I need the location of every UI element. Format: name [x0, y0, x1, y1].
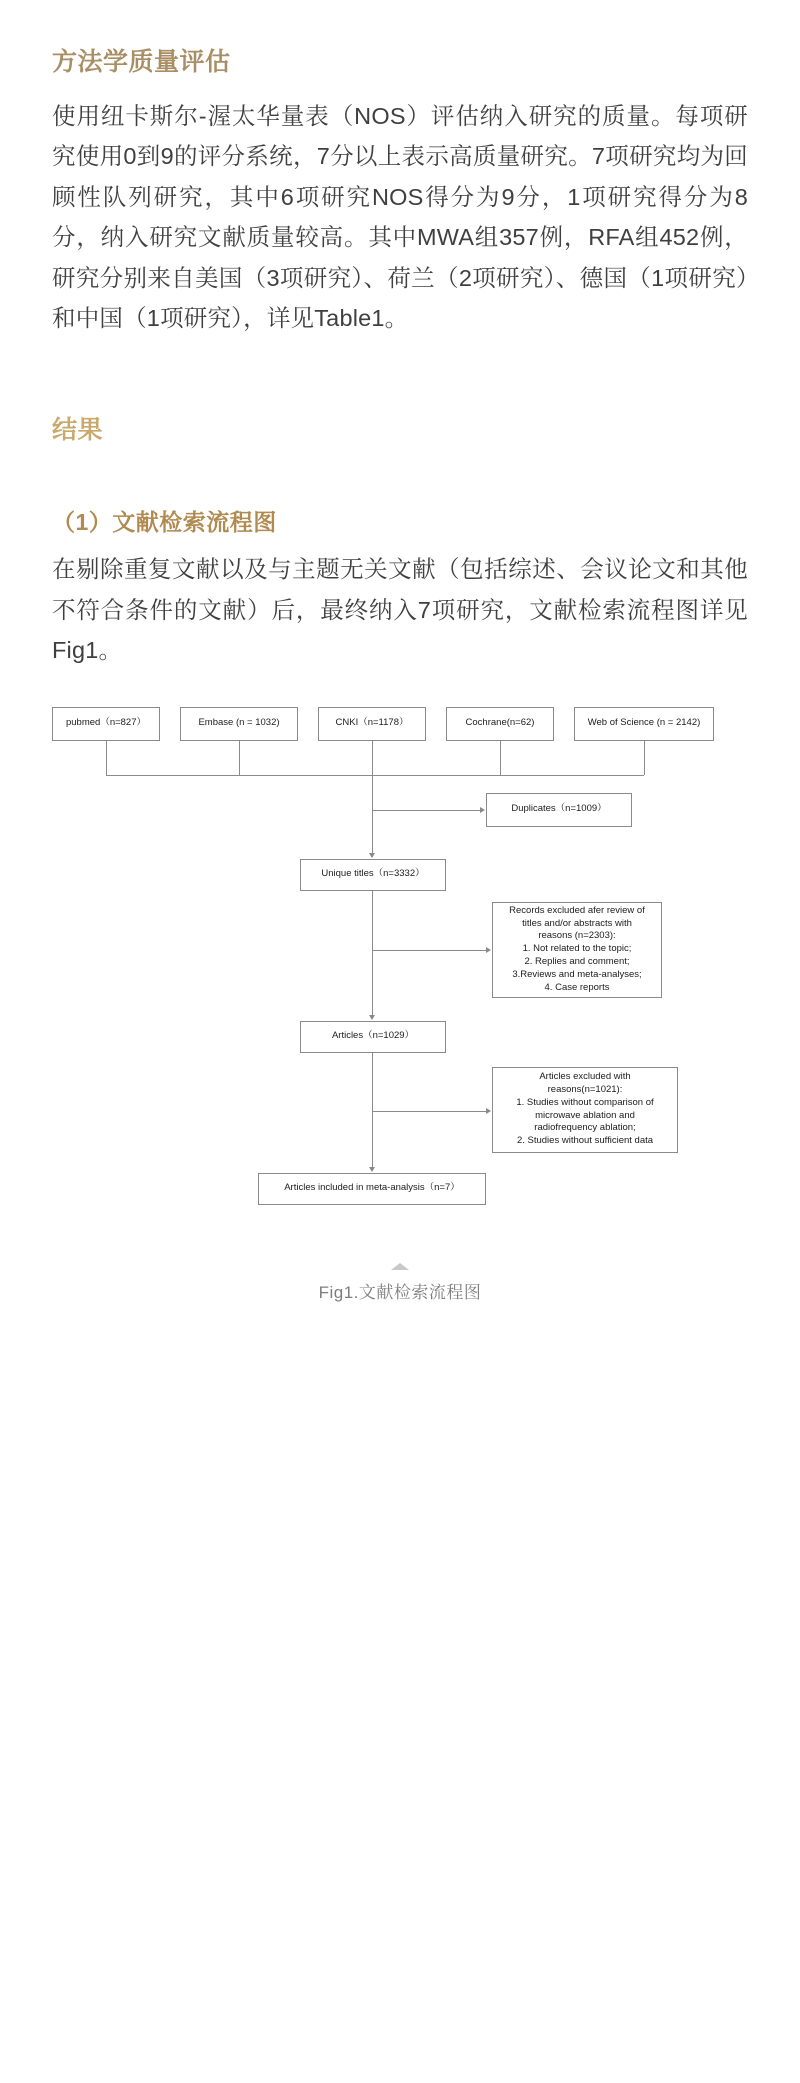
- line: 1. Not related to the topic;: [522, 943, 632, 955]
- line: 4. Case reports: [544, 981, 610, 993]
- flow-node-records-excluded: [492, 902, 662, 998]
- flowchart-subsection-paragraph: 在剔除重复文献以及与主题无关文献（包括综述、会议论文和其他不符合条件的文献）后，最终纳入7项研究，文献检索流程图详见Fig1。: [52, 556, 748, 664]
- figure-caption-block: [52, 1263, 748, 1303]
- flow-connector: [500, 741, 501, 775]
- section-spacer: [52, 464, 748, 494]
- flow-arrow-icon: [369, 1015, 375, 1020]
- flow-node-articles-excluded: [492, 1067, 678, 1153]
- figure-caption-text: Fig1.文献检索流程图: [318, 1282, 482, 1302]
- flow-node-included: Articles included in meta-analysis（n=7）: [258, 1173, 486, 1205]
- flow-connector: [372, 810, 482, 811]
- flow-connector: [106, 775, 644, 776]
- flow-arrow-icon: [369, 1167, 375, 1172]
- line: microwave ablation and: [535, 1109, 635, 1121]
- flow-connector: [372, 1111, 488, 1112]
- flow-node-records-excluded-text: [497, 905, 657, 995]
- results-section-heading: 结果: [52, 416, 104, 445]
- flow-arrow-icon: [369, 853, 375, 858]
- line: 2. Studies without sufficient data: [516, 1135, 654, 1147]
- flow-node-unique-titles: Unique titles（n=3332）: [300, 859, 446, 891]
- flow-node-articles-excluded-text: [497, 1071, 673, 1148]
- flow-node-articles: Articles（n=1029）: [300, 1021, 446, 1053]
- flow-connector: [372, 1053, 373, 1171]
- line: Records excluded afer review of: [509, 904, 645, 916]
- prisma-flow-diagram: [52, 697, 748, 1217]
- line: 2. Replies and comment;: [524, 956, 630, 968]
- line: reasons (n=2303):: [538, 930, 616, 942]
- section-spacer: [52, 348, 748, 402]
- flowchart-subsection-heading: （1）文献检索流程图: [52, 509, 277, 536]
- flow-connector: [372, 775, 373, 857]
- flow-connector: [239, 741, 240, 775]
- line: 3.Reviews and meta-analyses;: [512, 968, 642, 980]
- flow-node-cnki: CNKI（n=1178）: [318, 707, 426, 741]
- line: titles and/or abstracts with: [522, 917, 632, 929]
- flow-node-cochrane: Cochrane(n=62): [446, 707, 554, 741]
- flow-node-pubmed: pubmed（n=827）: [52, 707, 160, 741]
- flow-arrow-icon: [486, 947, 491, 953]
- quality-section-heading: 方法学质量评估: [52, 48, 231, 76]
- caret-up-icon: [391, 1263, 409, 1270]
- figure-container: [52, 697, 748, 1303]
- flow-connector: [644, 741, 645, 775]
- flow-node-web-of-science: Web of Science (n = 2142): [574, 707, 714, 741]
- quality-section-paragraph: 使用纽卡斯尔-渥太华量表（NOS）评估纳入研究的质量。每项研究使用0到9的评分系统，7分以上表示高质量研究。7项研究均为回顾性队列研究，其中6项研究NOS得分为9分，1项研究得分为8分，纳入研究文献质量较高。其中MWA组357例，RFA组452例，研究分别来自美国（3项研究）、荷兰（2项研究）、德国（1项研究）和中国（1项研究），详见Table1。: [52, 103, 748, 332]
- flow-connector: [372, 891, 373, 1019]
- flow-connector: [106, 741, 107, 775]
- flow-node-duplicates: Duplicates（n=1009）: [486, 793, 632, 827]
- flow-connector: [372, 741, 373, 775]
- line: Articles excluded with: [539, 1071, 631, 1083]
- flow-arrow-icon: [486, 1108, 491, 1114]
- line: reasons(n=1021):: [547, 1084, 623, 1096]
- flow-node-embase: Embase (n = 1032): [180, 707, 298, 741]
- line: 1. Studies without comparison of: [516, 1096, 654, 1108]
- line: radiofrequency ablation;: [534, 1122, 636, 1134]
- flow-arrow-icon: [480, 807, 485, 813]
- flow-connector: [372, 950, 488, 951]
